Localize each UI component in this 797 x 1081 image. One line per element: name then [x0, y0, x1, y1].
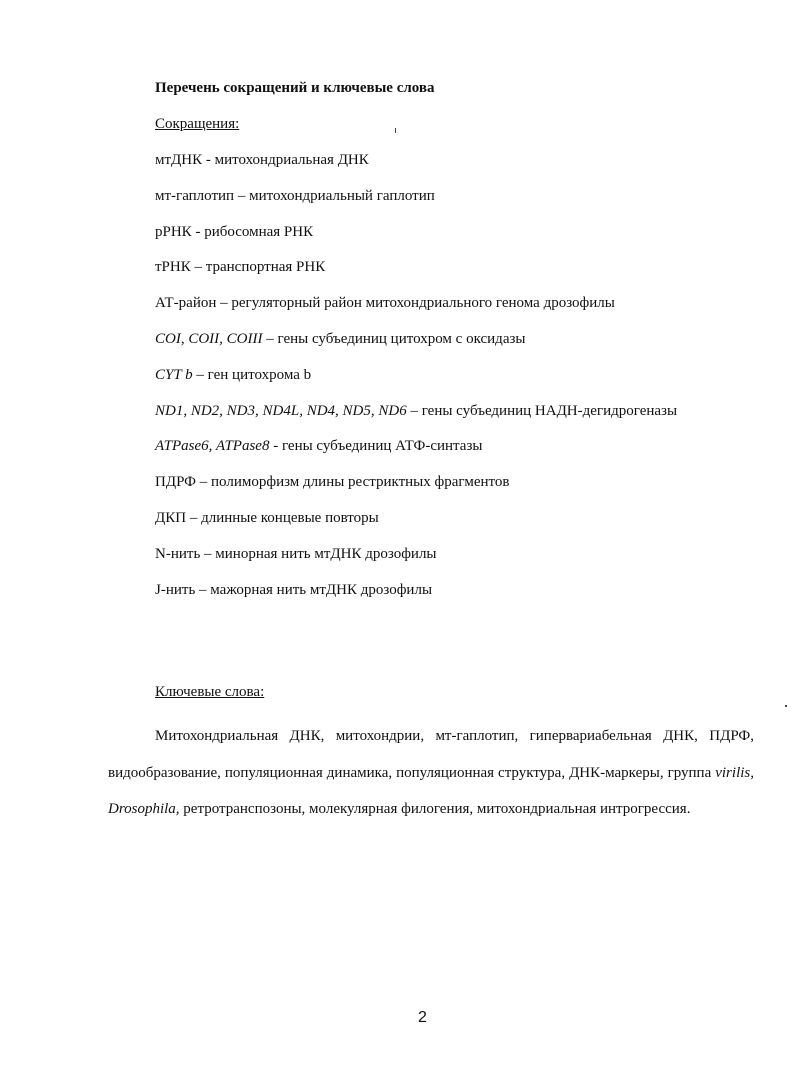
abbreviation-definition: регуляторный район митохондриального генома дрозофилы	[231, 295, 615, 312]
abbreviation-term: N-нить	[155, 545, 201, 562]
abbreviation-item	[155, 223, 755, 259]
abbreviation-item	[155, 402, 755, 438]
abbreviation-term: мт-гаплотип	[155, 187, 235, 204]
abbreviation-separator: –	[406, 402, 422, 419]
abbreviation-separator: –	[216, 295, 232, 312]
keywords-heading: Ключевые слова:	[155, 684, 265, 700]
scan-speck	[785, 705, 787, 707]
abbreviation-separator: –	[262, 330, 278, 347]
abbreviations-heading: Сокращения:	[155, 116, 240, 132]
abbreviation-item	[155, 330, 755, 366]
abbreviation-item	[155, 473, 755, 509]
abbreviation-term: ATPase6, ATPase8	[155, 438, 270, 455]
abbreviation-term: ДКП	[155, 509, 187, 526]
abbreviation-definition: гены субъединиц НАДН-дегидрогеназы	[421, 402, 678, 419]
abbreviation-separator: –	[186, 509, 202, 526]
abbreviation-separator: -	[202, 152, 215, 168]
abbreviations-list	[155, 151, 755, 616]
abbreviation-separator: –	[196, 474, 212, 491]
abbreviation-separator: -	[269, 438, 282, 455]
abbreviation-item	[155, 581, 755, 617]
abbreviation-item	[155, 366, 755, 402]
abbreviation-separator: –	[190, 259, 206, 276]
keywords-text-part1: Митохондриальная ДНК, митохондрии, мт-гаплотип, гипервариабельная ДНК, ПДРФ, видообразование, популяционная динамика, популяционная структура, ДНК-маркеры, группа	[108, 728, 754, 781]
abbreviation-definition: рибосомная РНК	[204, 223, 314, 240]
abbreviation-separator: -	[191, 223, 205, 240]
abbreviation-separator: –	[195, 581, 211, 598]
abbreviation-item	[155, 258, 755, 294]
abbreviation-definition: транспортная РНК	[205, 259, 326, 276]
abbreviation-term: тРНК	[155, 259, 191, 276]
abbreviation-definition: гены субъединиц АТФ-синтазы	[281, 438, 483, 455]
abbreviation-term: рРНК	[155, 223, 192, 240]
abbreviation-term: мтДНК	[155, 152, 203, 168]
scan-speck	[395, 128, 396, 133]
abbreviation-definition: митохондриальная ДНК	[214, 152, 369, 168]
page-number: 2	[418, 1009, 427, 1026]
abbreviation-term: COI, COII, COIII	[155, 330, 263, 347]
abbreviation-separator: –	[200, 545, 216, 562]
keyword-virilis: virilis,	[715, 764, 754, 781]
abbreviation-definition: мажорная нить мтДНК дрозофилы	[210, 581, 433, 598]
keyword-drosophila: Drosophila,	[108, 801, 180, 817]
abbreviation-item	[155, 187, 755, 223]
abbreviation-term: ND1, ND2, ND3, ND4L, ND4, ND5, ND6	[155, 402, 407, 419]
keywords-text-part2: ретротранспозоны, молекулярная филогения, митохондриальная интрогрессия.	[179, 801, 691, 817]
abbreviation-separator: –	[234, 187, 250, 204]
abbreviation-item	[155, 545, 755, 581]
abbreviation-item	[155, 294, 755, 330]
abbreviation-term: ПДРФ	[155, 474, 197, 491]
abbreviation-definition: минорная нить мтДНК дрозофилы	[215, 545, 437, 562]
abbreviation-item	[155, 151, 755, 187]
page-title: Перечень сокращений и ключевые слова	[155, 80, 435, 96]
abbreviation-definition: митохондриальный гаплотип	[249, 187, 435, 204]
keywords-paragraph	[108, 718, 754, 828]
abbreviation-term: J-нить	[155, 581, 196, 598]
abbreviation-item	[155, 437, 755, 473]
abbreviation-definition: полиморфизм длины рестриктных фрагментов	[211, 474, 510, 491]
abbreviation-definition: длинные концевые повторы	[201, 509, 379, 526]
abbreviation-term: CYT b	[155, 366, 193, 383]
abbreviation-term: АТ-район	[155, 295, 217, 312]
abbreviation-definition: гены субъединиц цитохром с оксидазы	[277, 330, 526, 347]
abbreviation-separator: –	[192, 366, 208, 383]
abbreviation-definition: ген цитохрома b	[207, 366, 312, 383]
abbreviation-item	[155, 509, 755, 545]
